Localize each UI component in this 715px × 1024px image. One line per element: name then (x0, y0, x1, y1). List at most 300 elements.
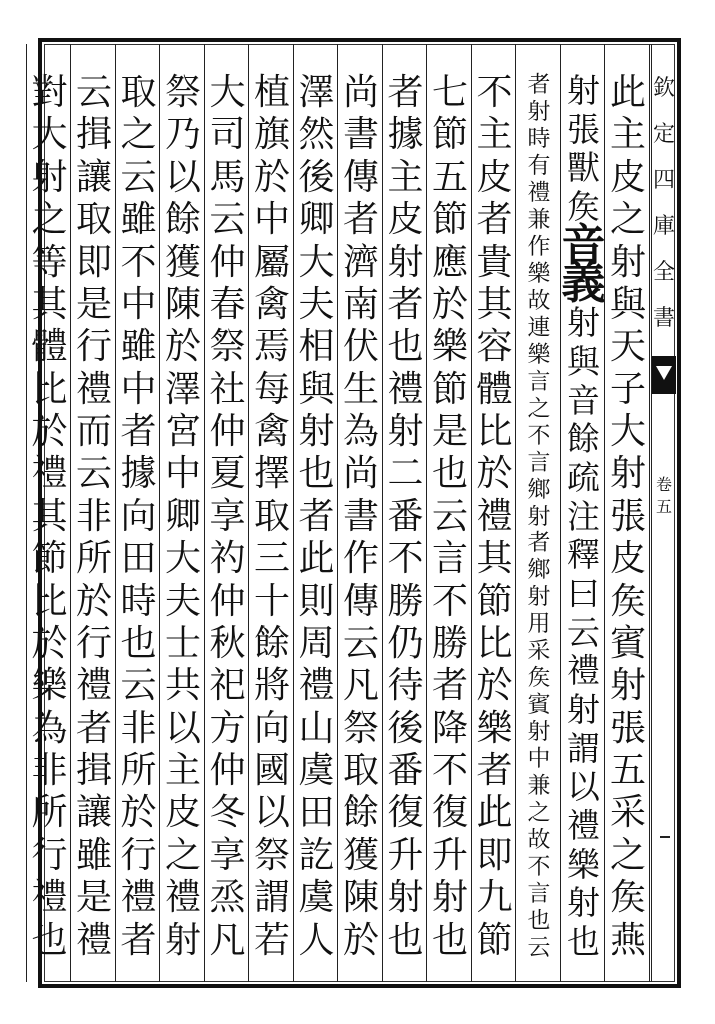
text-char: 射 (387, 241, 424, 283)
text-char: 射 (567, 71, 600, 110)
text-char: 濟 (342, 241, 379, 283)
text-char: 之 (31, 199, 68, 241)
text-char: 以 (567, 767, 600, 807)
text-char: 田 (298, 792, 335, 834)
text-char: 祭 (209, 326, 246, 368)
text-column (472, 72, 518, 962)
text-char: 春 (209, 283, 246, 325)
text-char: 方 (209, 707, 246, 749)
text-char: 陳 (164, 283, 201, 325)
text-char: 采 (609, 792, 646, 834)
text-char: 皮 (476, 156, 513, 198)
text-char: 者 (120, 919, 157, 961)
text-char: 南 (342, 283, 379, 325)
text-char: 云 (567, 612, 600, 652)
text-char: 與 (609, 283, 646, 325)
text-char: 後 (387, 707, 424, 749)
text-column (71, 72, 117, 962)
text-char: 書 (342, 114, 379, 156)
text-char: 故 (527, 287, 551, 314)
text-char: 揖 (75, 750, 112, 791)
text-char: 大 (164, 538, 201, 580)
text-char: 復 (431, 792, 468, 834)
text-char: 射 (609, 665, 646, 707)
text-char: 也 (567, 922, 600, 962)
text-char: 之 (527, 395, 551, 422)
text-char: 賓 (609, 622, 646, 664)
text-char: 伏 (342, 326, 379, 368)
text-char: 射 (31, 156, 68, 198)
text-char: 每 (253, 368, 290, 410)
text-char: 注 (567, 496, 600, 536)
text-char: 其 (31, 283, 68, 325)
text-char: 人 (298, 919, 335, 961)
text-char: 射 (567, 690, 600, 729)
text-char: 容 (476, 326, 513, 368)
text-char: 仍 (387, 622, 424, 664)
text-char: 比 (31, 580, 68, 622)
text-char: 主 (164, 750, 201, 791)
text-char: 享 (209, 834, 246, 876)
text-char: 祭 (342, 707, 379, 749)
text-char: 鄉 (527, 476, 551, 503)
text-char: 澤 (298, 72, 335, 113)
text-char: 礿 (209, 538, 246, 580)
text-char: 行 (31, 834, 68, 876)
text-char: 尚 (342, 72, 379, 113)
text-char: 禮 (567, 651, 600, 691)
text-char: 陳 (342, 877, 379, 919)
text-char: 禮 (527, 179, 551, 206)
text-char: 射 (527, 584, 551, 611)
text-char: 者 (75, 707, 112, 749)
text-char: 禮 (298, 665, 335, 707)
text-char: 周 (298, 622, 335, 664)
text-char: 祭 (164, 72, 201, 113)
text-char: 主 (609, 114, 646, 156)
text-char: 植 (253, 72, 290, 113)
text-char: 者 (527, 72, 551, 98)
text-char: 行 (75, 326, 112, 368)
text-char: 禮 (120, 877, 157, 919)
text-char: 獸 (567, 148, 600, 188)
text-char: 故 (527, 827, 551, 854)
text-char: 虞 (298, 750, 335, 791)
text-char: 云 (342, 622, 379, 664)
text-char: 禮 (75, 368, 112, 410)
text-char: 釋 (567, 535, 600, 575)
text-char: 於 (75, 580, 112, 622)
text-char: 讓 (75, 156, 112, 198)
text-char: 也 (527, 908, 551, 935)
text-char: 士 (164, 622, 201, 664)
text-char: 矦 (527, 665, 551, 692)
text-char: 仲 (209, 750, 246, 791)
text-char: 於 (431, 283, 468, 325)
text-char: 獲 (164, 241, 201, 283)
text-char: 言 (527, 881, 551, 908)
text-char: 矦 (609, 877, 646, 919)
text-char: 子 (609, 368, 646, 410)
text-char: 尚 (342, 453, 379, 495)
column-rule (649, 44, 650, 982)
volume-char: 五 (655, 497, 672, 516)
text-char: 書 (342, 495, 379, 537)
text-char: 樂 (431, 326, 468, 368)
text-char: 宮 (164, 411, 201, 452)
text-char: 者 (431, 665, 468, 707)
text-char: 應 (431, 241, 468, 283)
text-char: 雖 (120, 199, 157, 241)
text-char: 節 (431, 199, 468, 241)
book-title-char: 定 (652, 122, 675, 147)
text-char: 是 (431, 411, 468, 452)
text-char: 二 (387, 453, 424, 495)
text-char: 張 (609, 707, 646, 749)
text-char: 行 (75, 622, 112, 664)
text-char: 升 (387, 834, 424, 876)
text-char: 之 (164, 834, 201, 876)
column-rule (515, 44, 516, 982)
text-char: 是 (75, 283, 112, 325)
text-char: 禮 (164, 877, 201, 919)
text-char: 夏 (209, 453, 246, 495)
text-char: 射 (387, 411, 424, 452)
text-char: 節 (476, 580, 513, 622)
text-char: 五 (609, 750, 646, 791)
text-char: 向 (253, 707, 290, 749)
text-char: 不 (387, 538, 424, 580)
text-char: 不 (431, 580, 468, 622)
text-char: 之 (120, 114, 157, 156)
text-char: 者 (342, 199, 379, 241)
text-char: 傳 (342, 580, 379, 622)
text-char: 以 (164, 707, 201, 749)
text-column (427, 72, 473, 962)
column-rule (426, 44, 427, 982)
text-char: 仲 (209, 411, 246, 452)
text-char: 仲 (209, 580, 246, 622)
text-char: 共 (164, 665, 201, 707)
column-rule (115, 44, 116, 982)
text-char: 云 (75, 453, 112, 495)
text-char: 取 (342, 750, 379, 791)
page-margin-strip (651, 44, 675, 982)
text-char: 射 (527, 98, 551, 125)
text-char: 不 (431, 750, 468, 791)
text-char: 禽 (253, 411, 290, 452)
text-char: 待 (387, 665, 424, 707)
text-char: 中 (120, 283, 157, 325)
text-char: 將 (253, 665, 290, 707)
text-char: 旗 (253, 114, 290, 156)
text-column (338, 72, 384, 962)
text-char: 射 (164, 919, 201, 961)
text-char: 則 (298, 580, 335, 622)
text-char: 禮 (476, 495, 513, 537)
book-title-char: 書 (652, 306, 675, 331)
text-char: 云 (209, 199, 246, 241)
text-char: 云 (527, 935, 551, 961)
text-char: 云 (431, 495, 468, 537)
text-char: 天 (609, 326, 646, 368)
column-rule (70, 44, 71, 982)
text-char: 言 (527, 368, 551, 395)
text-char: 者 (298, 495, 335, 537)
text-char: 也 (431, 919, 468, 961)
text-char: 祀 (209, 665, 246, 707)
text-char: 也 (120, 622, 157, 664)
text-char: 大 (609, 411, 646, 452)
text-char: 禮 (31, 877, 68, 919)
text-char: 此 (298, 538, 335, 580)
text-char: 升 (431, 834, 468, 876)
text-char: 擇 (253, 453, 290, 495)
text-char: 而 (75, 411, 112, 452)
text-char: 取 (253, 495, 290, 537)
text-char: 行 (120, 834, 157, 876)
text-char: 此 (476, 792, 513, 834)
text-char: 田 (120, 538, 157, 580)
text-char: 者 (476, 750, 513, 791)
text-char: 禮 (75, 919, 112, 961)
text-char: 雖 (75, 834, 112, 876)
text-char: 射 (431, 877, 468, 919)
text-char: 所 (31, 792, 68, 834)
text-char: 時 (527, 125, 551, 152)
text-char: 樂 (527, 260, 551, 287)
text-char: 射 (387, 877, 424, 919)
text-char: 烝 (209, 877, 246, 919)
text-char: 射 (609, 241, 646, 283)
text-char: 體 (31, 326, 68, 368)
text-char: 皮 (609, 538, 646, 580)
text-char: 樂 (527, 341, 551, 368)
text-char: 兼 (527, 206, 551, 233)
text-char: 節 (476, 919, 513, 961)
text-column (605, 72, 651, 962)
text-char: 義 (561, 258, 606, 310)
text-char: 言 (431, 538, 468, 580)
text-char: 禮 (387, 368, 424, 410)
text-char: 也 (387, 919, 424, 961)
text-char: 於 (31, 622, 68, 664)
book-title-char: 欽 (652, 76, 675, 101)
text-char: 凡 (342, 665, 379, 707)
text-char: 云 (75, 72, 112, 113)
text-char: 之 (609, 199, 646, 241)
text-char: 皮 (609, 156, 646, 198)
text-char: 享 (209, 495, 246, 537)
text-char: 復 (387, 792, 424, 834)
text-char: 凡 (209, 919, 246, 961)
text-char: 餘 (567, 419, 600, 459)
text-char: 燕 (609, 919, 646, 961)
text-char: 冬 (209, 792, 246, 834)
volume-label (652, 474, 676, 518)
text-char: 禽 (253, 283, 290, 325)
text-char: 九 (476, 877, 513, 919)
text-char: 矦 (567, 187, 600, 227)
text-char: 謂 (567, 728, 600, 768)
text-char: 即 (75, 241, 112, 283)
text-char: 謂 (253, 877, 290, 919)
text-char: 大 (298, 241, 335, 283)
text-char: 據 (387, 114, 424, 156)
text-char: 樂 (476, 707, 513, 749)
fishtail-notch (656, 366, 672, 380)
text-char: 雖 (120, 326, 157, 368)
text-char: 節 (431, 368, 468, 410)
text-char: 音 (561, 219, 606, 271)
margin-tick (660, 836, 670, 838)
text-char: 於 (164, 326, 201, 368)
text-char: 比 (476, 411, 513, 452)
text-char: 中 (120, 368, 157, 410)
text-char: 中 (527, 746, 551, 773)
text-char: 七 (431, 72, 468, 113)
text-char: 射 (567, 883, 600, 923)
text-char: 馬 (209, 156, 246, 198)
text-char: 皮 (164, 792, 201, 834)
book-title-char: 全 (652, 260, 675, 285)
text-char: 用 (527, 611, 551, 638)
text-char: 作 (527, 233, 551, 260)
column-rule (560, 44, 561, 982)
text-char: 之 (609, 834, 646, 876)
text-char: 言 (527, 449, 551, 476)
text-char: 也 (31, 919, 68, 961)
text-char: 於 (31, 411, 68, 452)
text-char: 中 (253, 199, 290, 241)
text-char: 禮 (567, 806, 600, 846)
text-char: 曰 (567, 573, 600, 613)
text-char: 於 (476, 453, 513, 495)
text-char: 澤 (164, 368, 201, 410)
text-char: 為 (31, 707, 68, 749)
text-char: 仲 (209, 241, 246, 283)
text-char: 餘 (342, 792, 379, 834)
text-char: 也 (387, 326, 424, 368)
text-char: 番 (387, 495, 424, 537)
column-rule (337, 44, 338, 982)
text-char: 不 (527, 422, 551, 449)
text-char: 然 (298, 114, 335, 156)
text-char: 所 (120, 750, 157, 791)
text-char: 其 (476, 538, 513, 580)
text-column (249, 72, 295, 962)
text-char: 勝 (387, 580, 424, 622)
text-char: 降 (431, 707, 468, 749)
text-char: 取 (75, 199, 112, 241)
text-char: 樂 (31, 665, 68, 707)
text-char: 餘 (253, 622, 290, 664)
text-char: 屬 (253, 241, 290, 283)
text-char: 以 (164, 156, 201, 198)
column-rule (26, 44, 27, 982)
text-char: 體 (476, 368, 513, 410)
text-char: 即 (476, 834, 513, 876)
text-char: 大 (209, 72, 246, 113)
text-char: 禮 (31, 453, 68, 495)
text-char: 此 (609, 72, 646, 113)
text-char: 不 (120, 241, 157, 283)
text-char: 其 (31, 495, 68, 537)
text-char: 也 (298, 453, 335, 495)
text-char: 主 (387, 156, 424, 198)
text-char: 相 (298, 326, 335, 368)
text-column (561, 72, 607, 962)
text-char: 番 (387, 750, 424, 791)
text-char: 射 (609, 453, 646, 495)
text-char: 者 (387, 72, 424, 113)
text-char: 秋 (209, 622, 246, 664)
text-char: 卿 (298, 199, 335, 241)
text-char: 者 (527, 530, 551, 557)
column-rule (604, 44, 605, 982)
text-char: 所 (75, 538, 112, 580)
text-char: 三 (253, 538, 290, 580)
text-char: 音 (567, 380, 600, 420)
text-char: 司 (209, 114, 246, 156)
volume-char: 卷 (655, 475, 672, 494)
text-char: 取 (120, 72, 157, 113)
text-char: 祭 (253, 834, 290, 876)
text-char: 也 (431, 453, 468, 495)
text-char: 作 (342, 538, 379, 580)
text-char: 射 (527, 503, 551, 530)
book-title-char: 四 (652, 168, 675, 193)
text-char: 餘 (164, 199, 201, 241)
text-char: 采 (527, 638, 551, 665)
text-char: 於 (120, 792, 157, 834)
text-char: 虞 (298, 877, 335, 919)
text-char: 張 (567, 109, 600, 149)
text-char: 十 (253, 580, 290, 622)
text-char: 射 (527, 719, 551, 746)
text-column (205, 72, 251, 962)
text-char: 後 (298, 156, 335, 198)
text-char: 兼 (527, 773, 551, 800)
text-char: 焉 (253, 326, 290, 368)
text-char: 於 (253, 156, 290, 198)
text-char: 樂 (567, 844, 600, 884)
text-char: 非 (120, 707, 157, 749)
text-char: 連 (527, 314, 551, 341)
text-column (294, 72, 340, 962)
text-char: 疏 (567, 457, 600, 497)
text-char: 於 (476, 665, 513, 707)
column-rule (382, 44, 383, 982)
column-rule (471, 44, 472, 982)
text-char: 者 (387, 283, 424, 325)
text-char: 社 (209, 368, 246, 410)
text-char: 比 (31, 368, 68, 410)
text-char: 中 (164, 453, 201, 495)
text-char: 勝 (431, 622, 468, 664)
text-char: 大 (31, 114, 68, 156)
text-char: 與 (298, 368, 335, 410)
column-rule (248, 44, 249, 982)
text-char: 云 (120, 665, 157, 707)
text-char: 卿 (164, 495, 201, 537)
text-char: 鄉 (527, 557, 551, 584)
text-char: 貴 (476, 241, 513, 283)
column-rule (159, 44, 160, 982)
text-char: 之 (527, 800, 551, 827)
text-char: 者 (120, 411, 157, 452)
text-char: 皮 (387, 199, 424, 241)
